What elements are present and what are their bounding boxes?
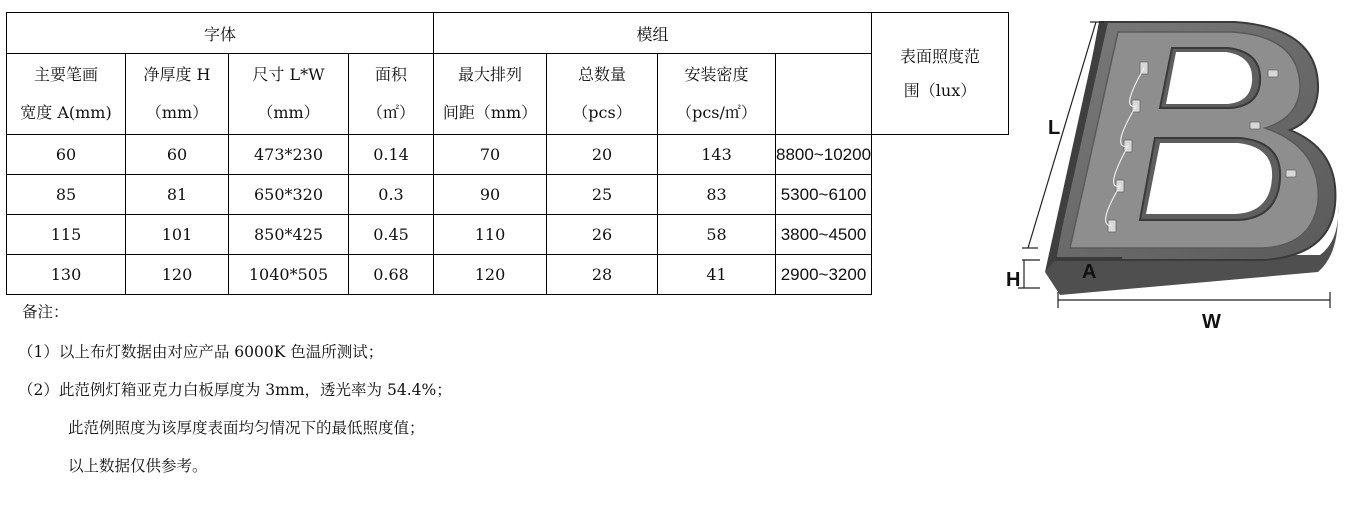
table-cell: 120 bbox=[126, 255, 229, 295]
table-row bbox=[7, 255, 1009, 295]
label-a: A bbox=[1082, 261, 1097, 283]
letter-b-shape bbox=[1045, 22, 1338, 295]
spec-table bbox=[6, 12, 1009, 295]
note-line-3: 此范例照度为该厚度表面均匀情况下的最低照度值； bbox=[68, 419, 425, 437]
table-cell: 115 bbox=[7, 215, 126, 255]
table-cell: 143 bbox=[658, 135, 776, 175]
table-cell: 60 bbox=[7, 135, 126, 175]
header-line: 安装密度 bbox=[684, 65, 749, 84]
header-line: （㎡） bbox=[366, 103, 415, 122]
header-line: （mm） bbox=[145, 103, 209, 122]
table-cell: 0.68 bbox=[349, 255, 434, 295]
label-h: H bbox=[1006, 269, 1021, 291]
table-cell: 81 bbox=[126, 175, 229, 215]
table-row bbox=[7, 135, 1009, 175]
group-header-font: 字体 bbox=[7, 13, 434, 54]
table-cell: 25 bbox=[547, 175, 658, 215]
table-cell-lux: 8800~10200 bbox=[776, 135, 872, 175]
header-line: （pcs） bbox=[572, 103, 632, 122]
table-cell: 850*425 bbox=[229, 215, 349, 255]
group-header-module: 模组 bbox=[434, 13, 872, 54]
table-cell: 130 bbox=[7, 255, 126, 295]
header-illuminance-line1: 表面照度范 bbox=[900, 46, 981, 66]
header-line: （pcs/㎡） bbox=[676, 103, 757, 122]
table-cell: 0.45 bbox=[349, 215, 434, 255]
header-line: （mm） bbox=[257, 103, 320, 122]
header-line: 面积 bbox=[374, 65, 407, 84]
table-cell: 650*320 bbox=[229, 175, 349, 215]
label-w: W bbox=[1202, 311, 1221, 333]
table-cell-lux: 5300~6100 bbox=[776, 175, 872, 215]
header-line: 间距（mm） bbox=[442, 103, 538, 122]
table-cell: 1040*505 bbox=[229, 255, 349, 295]
header-stroke-width bbox=[7, 54, 126, 135]
table-cell: 41 bbox=[658, 255, 776, 295]
table-cell: 473*230 bbox=[229, 135, 349, 175]
note-line-2: （2）此范例灯箱亚克力白板厚度为 3mm，透光率为 54.4%； bbox=[18, 381, 452, 399]
table-cell: 85 bbox=[7, 175, 126, 215]
header-illuminance bbox=[872, 13, 1009, 135]
header-max-spacing bbox=[434, 54, 547, 135]
table-cell: 101 bbox=[126, 215, 229, 255]
table-cell: 120 bbox=[434, 255, 547, 295]
table-cell: 28 bbox=[547, 255, 658, 295]
table-cell: 60 bbox=[126, 135, 229, 175]
header-line: 净厚度 H bbox=[143, 65, 211, 84]
header-line: 主要笔画 bbox=[33, 65, 98, 84]
header-area bbox=[349, 54, 434, 135]
note-line-4: 以上数据仅供参考。 bbox=[68, 457, 208, 475]
header-line: 最大排列 bbox=[457, 65, 522, 84]
table-cell: 58 bbox=[658, 215, 776, 255]
header-total-count bbox=[547, 54, 658, 135]
table-row bbox=[7, 175, 1009, 215]
table-cell: 20 bbox=[547, 135, 658, 175]
header-line: 尺寸 L*W bbox=[252, 65, 325, 84]
note-line-1: （1）以上布灯数据由对应产品 6000K 色温所测试； bbox=[18, 343, 384, 361]
table-cell: 90 bbox=[434, 175, 547, 215]
table-cell: 26 bbox=[547, 215, 658, 255]
table-cell: 110 bbox=[434, 215, 547, 255]
table-cell: 0.3 bbox=[349, 175, 434, 215]
table-cell-lux: 3800~4500 bbox=[776, 215, 872, 255]
table-cell-lux: 2900~3200 bbox=[776, 255, 872, 295]
channel-letter-b-figure bbox=[1000, 10, 1345, 340]
header-line: 总数量 bbox=[577, 65, 626, 84]
header-thickness bbox=[126, 54, 229, 135]
header-illuminance-line2: 围（lux） bbox=[903, 80, 977, 100]
header-size bbox=[229, 54, 349, 135]
table-row bbox=[7, 215, 1009, 255]
table-cell: 70 bbox=[434, 135, 547, 175]
header-density bbox=[658, 54, 776, 135]
table-cell: 83 bbox=[658, 175, 776, 215]
header-line: 宽度 A(mm) bbox=[20, 103, 112, 122]
label-l: L bbox=[1048, 117, 1061, 139]
notes-title: 备注： bbox=[22, 303, 69, 321]
table-cell: 0.14 bbox=[349, 135, 434, 175]
